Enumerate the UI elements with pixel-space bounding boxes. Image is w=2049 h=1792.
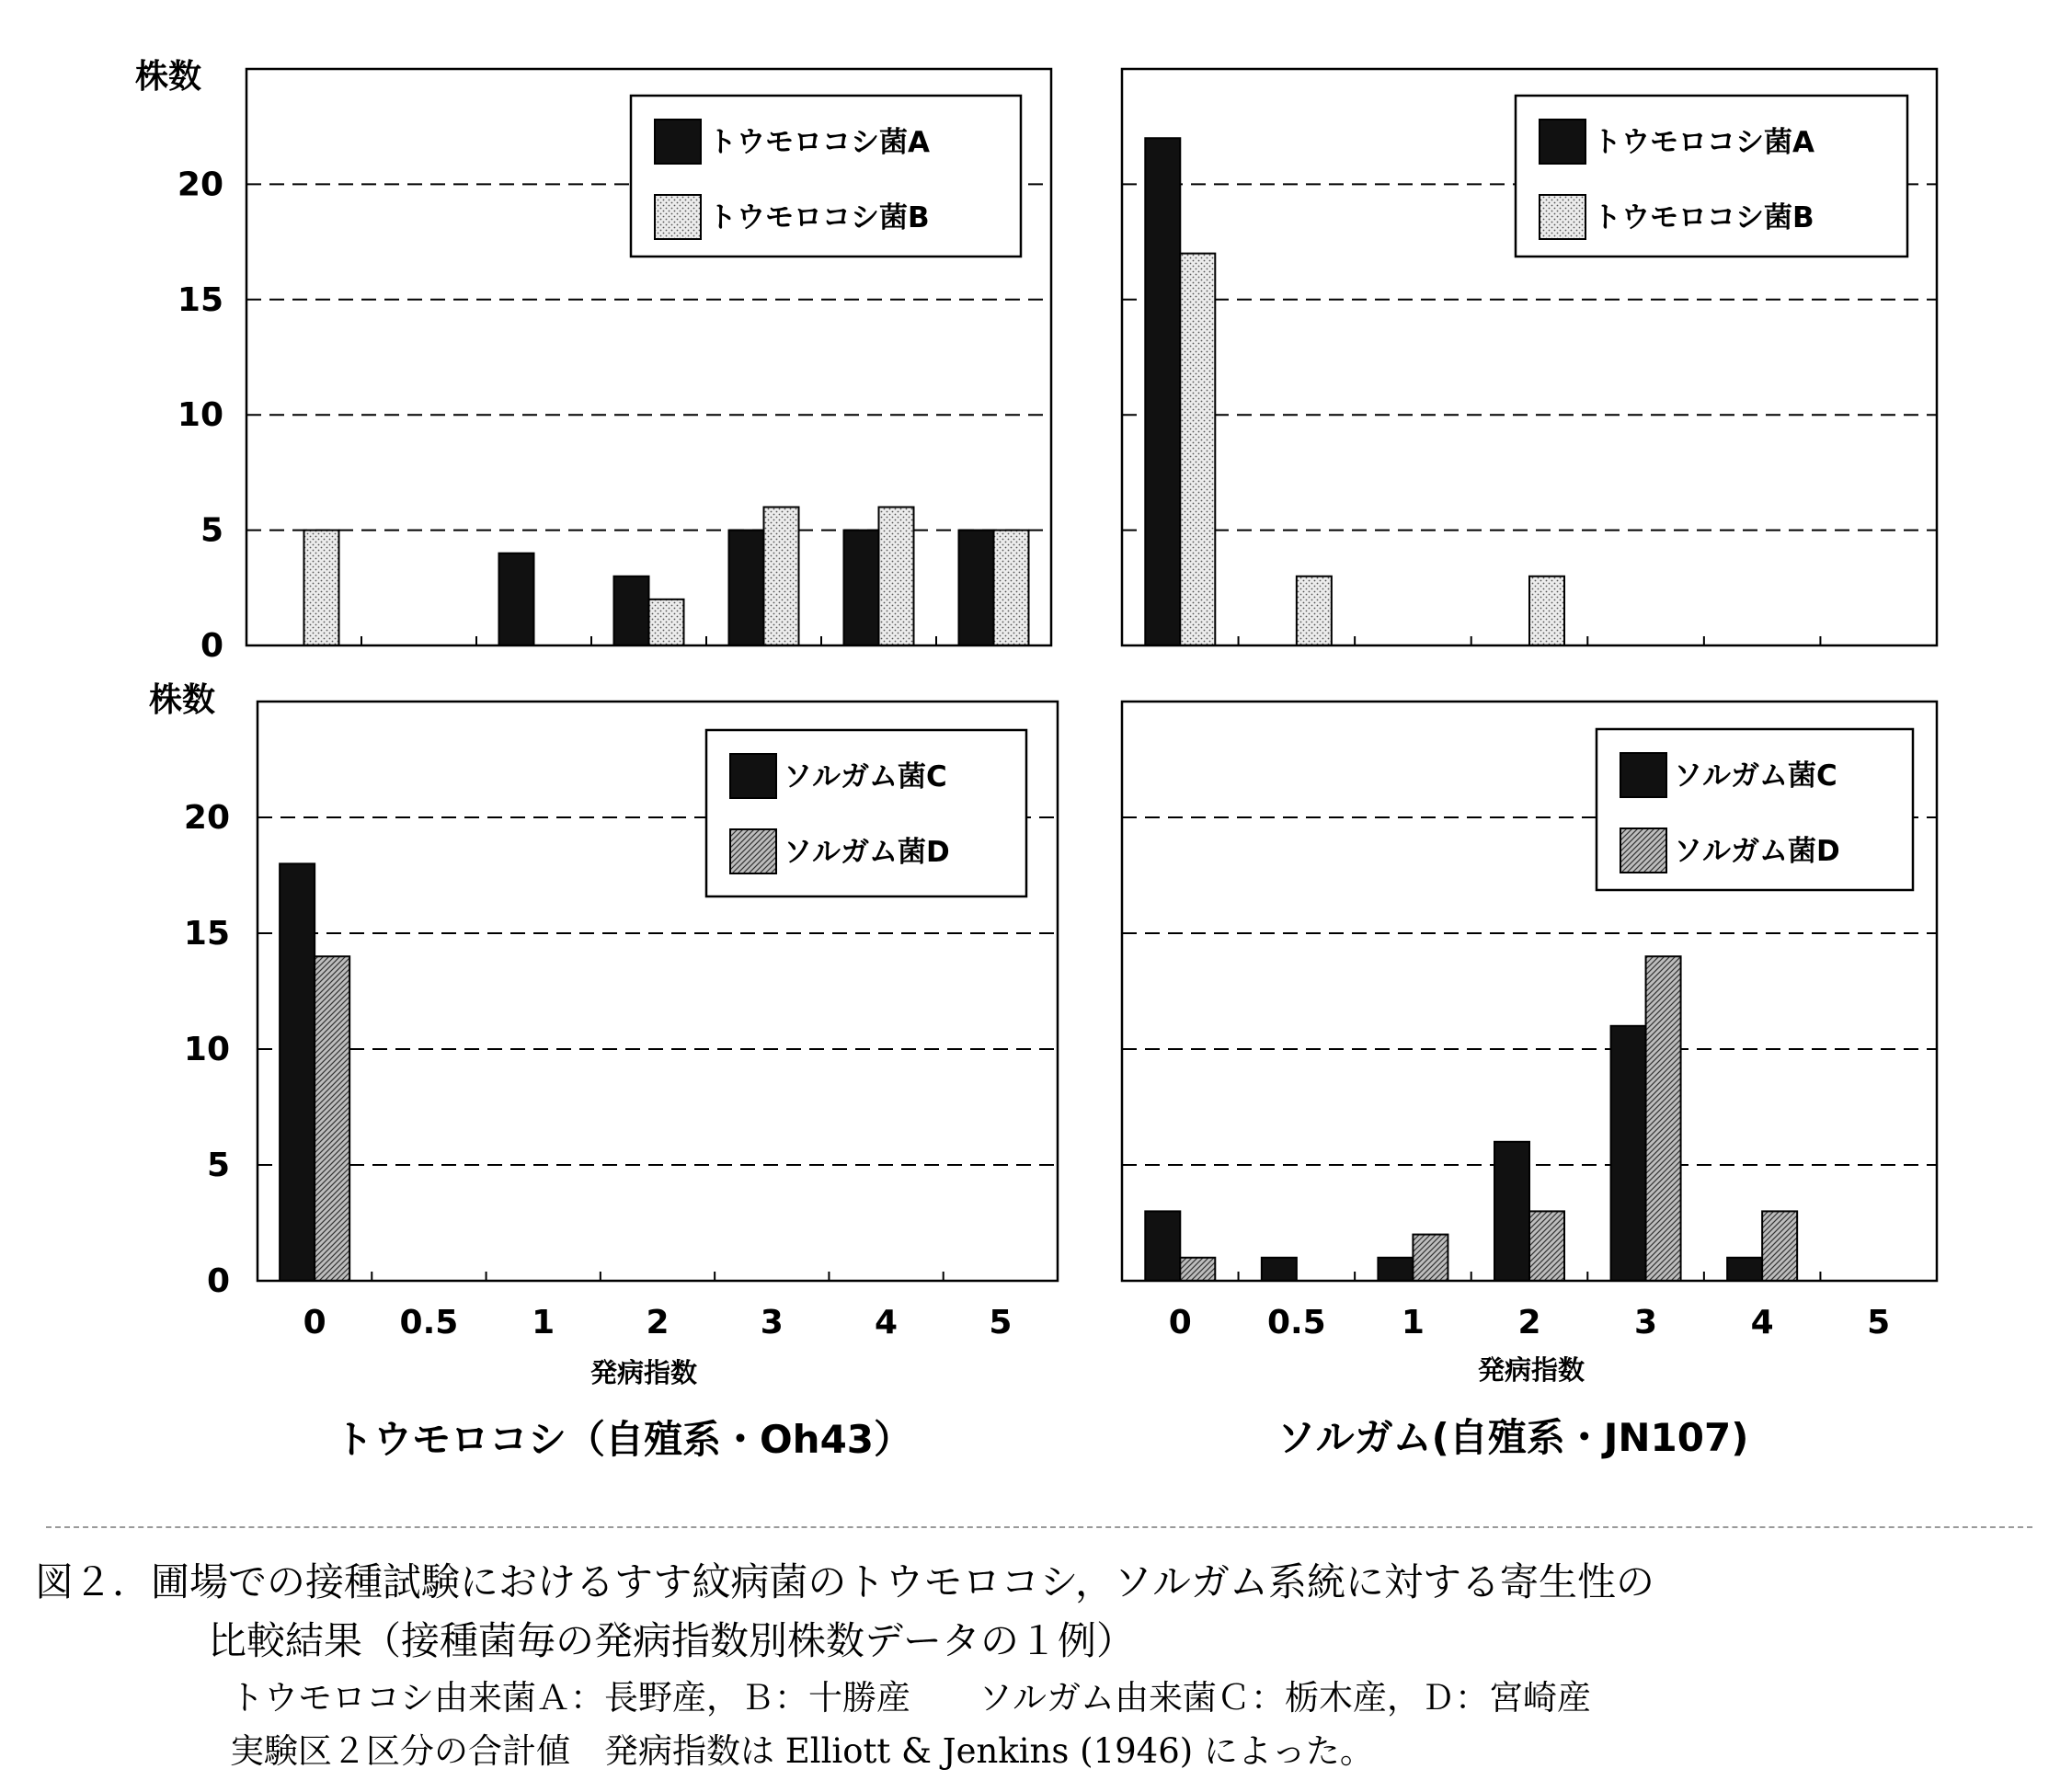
bar [315,956,349,1281]
legend [1516,96,1907,257]
y-tick-labels [184,799,230,1300]
bar [1727,1258,1762,1281]
bar [1180,254,1215,645]
legend-swatch-strain-c [730,754,776,798]
y-tick-label: 5 [206,1147,230,1184]
caption-line-3: トウモロコシ由来菌Ａ：長野産，Ｂ：十勝産 ソルガム由来菌Ｃ：栃木産，Ｄ：宮崎産 [230,1678,1591,1718]
legend-swatch-strain-b [655,195,701,239]
legend-swatch-strain-a [655,120,701,164]
legend-label-strain-b: トウモロコシ菌B [708,201,930,234]
legend [631,96,1021,257]
y-tick-label: 10 [183,1031,230,1068]
caption-line-2: 比較結果（接種菌毎の発病指数別株数データの１例） [208,1618,1136,1663]
chart-title: トウモロコシ（自殖系・Oh43） [334,1417,913,1462]
x-axis-label: 発病指数 [590,1357,698,1388]
bar [1145,138,1180,645]
chart-corn-strains-on-corn [135,58,1051,665]
bar [879,508,914,645]
bar [844,531,879,645]
y-axis-label: 株数 [148,681,216,719]
x-tick-label: 1 [532,1304,555,1341]
legend-label-strain-b: トウモロコシ菌B [1593,201,1814,234]
bar [499,554,534,645]
bar [1494,1142,1529,1281]
legend-swatch-strain-d [730,829,776,873]
legend-label-strain-a: トウモロコシ菌A [1593,126,1814,159]
bar [304,531,339,645]
figure-caption [0,1526,2049,1792]
caption-divider [46,1526,2032,1528]
bar [764,508,799,645]
bar [1413,1235,1448,1281]
x-tick-label: 2 [646,1304,670,1341]
bar [1529,576,1564,645]
y-tick-label: 15 [183,915,230,953]
x-tick-label: 0 [1168,1304,1192,1341]
bar [1262,1258,1297,1281]
x-tick-label: 0.5 [399,1304,459,1341]
bars [1145,956,1797,1281]
x-tick-labels [1169,1304,1890,1341]
bar [1529,1211,1564,1281]
bar [1145,1211,1180,1281]
bar [959,531,994,645]
bar [1297,576,1332,645]
legend [706,730,1026,896]
chart-corn-strains-on-sorghum [1122,69,1937,645]
y-tick-label: 20 [183,799,230,837]
y-tick-label: 15 [177,280,223,319]
bars [280,863,349,1281]
bars [1145,138,1564,645]
x-tick-labels [303,1304,1013,1341]
x-tick-label: 3 [1634,1304,1658,1341]
x-tick-label: 4 [1750,1304,1774,1341]
bar [729,531,764,645]
y-tick-label: 0 [206,1262,230,1300]
bar [1646,956,1681,1281]
legend-swatch-strain-a [1540,120,1585,164]
legend [1597,729,1913,890]
y-tick-labels [177,166,223,665]
x-axis-label: 発病指数 [1477,1354,1585,1386]
chart-sorghum-strains-on-corn [149,681,1058,1462]
legend-label-strain-c: ソルガム菌C [1674,759,1837,793]
legend-swatch-strain-b [1540,195,1585,239]
bar [280,863,315,1281]
x-tick-label: 3 [760,1304,784,1341]
y-tick-label: 0 [200,627,223,665]
legend-label-strain-a: トウモロコシ菌A [708,126,930,159]
bar [1180,1258,1215,1281]
x-tick-label: 5 [1867,1304,1891,1341]
bar [994,531,1029,645]
y-axis-label: 株数 [134,58,202,96]
bar [649,599,684,645]
x-tick-label: 0 [303,1304,326,1341]
legend-label-strain-d: ソルガム菌D [784,836,950,869]
x-tick-label: 5 [989,1304,1013,1341]
chart-title: ソルガム(自殖系・JN107) [1276,1415,1749,1460]
x-tick-label: 0.5 [1266,1304,1326,1341]
legend-label-strain-d: ソルガム菌D [1674,835,1840,868]
bars [304,508,1029,645]
y-tick-label: 10 [177,396,223,435]
x-tick-label: 4 [875,1304,899,1341]
bar [1611,1026,1646,1281]
x-tick-label: 1 [1401,1304,1425,1341]
bar [1378,1258,1413,1281]
y-tick-label: 20 [177,166,223,204]
y-tick-label: 5 [200,511,223,550]
legend-swatch-strain-c [1620,753,1666,797]
x-tick-label: 2 [1517,1304,1541,1341]
legend-swatch-strain-d [1620,828,1666,873]
bar [1762,1211,1797,1281]
legend-label-strain-c: ソルガム菌C [784,760,947,793]
bar [614,576,649,645]
caption-line-4: 実験区２区分の合計値 発病指数は Elliott & Jenkins (1946) によった。 [230,1731,1374,1771]
chart-sorghum-strains-on-sorghum [1122,702,1937,1460]
caption-line-1: 図２．圃場での接種試験におけるすす紋病菌のトウモロコシ，ソルガム系統に対する寄生性の [35,1559,1655,1604]
